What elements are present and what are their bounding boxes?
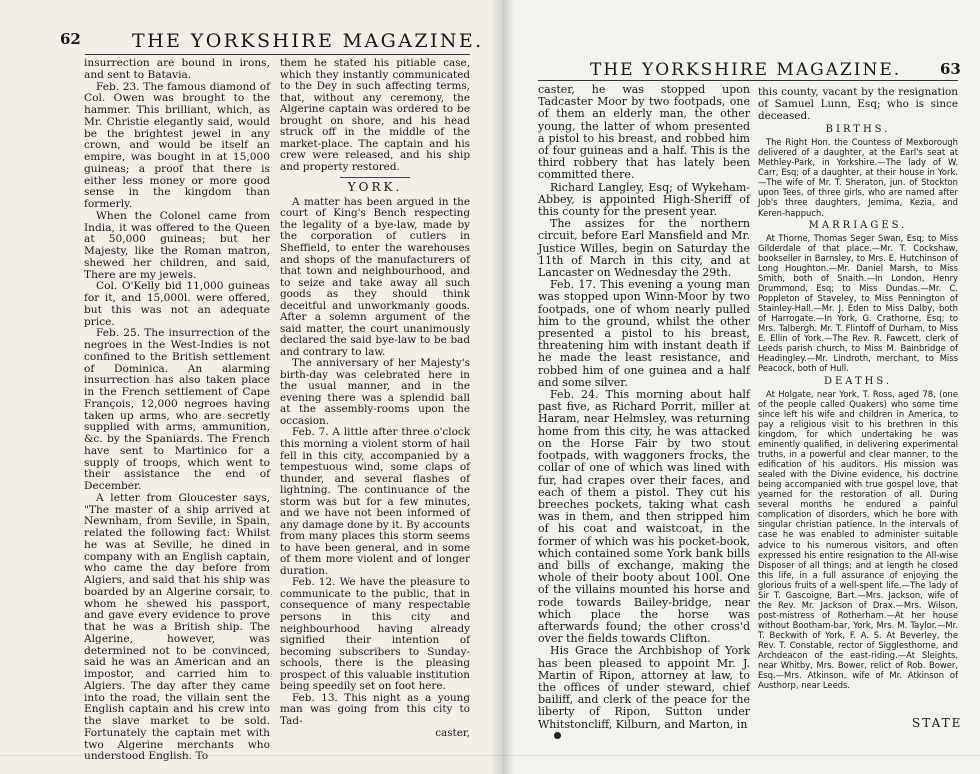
left-column-2 xyxy=(280,58,470,740)
catchword: caster, xyxy=(435,727,470,740)
section-rule xyxy=(340,177,410,178)
paragraph: His Grace the Archbishop of York has been pleased to appoint Mr. J. Martin of Ripon, attorney at law, to the offices of under steward, chief bailiff, and clerk of the peace for the liberty of Ripon, Sutton under Whitstoncliff, Kilburn, and Marton, in xyxy=(538,644,750,731)
right-column-2 xyxy=(758,86,958,690)
paragraph: Feb. 12. We have the pleasure to communicate to the public, that in consequence of many respectable persons in this city and neighbourhood having already signified their intention of becoming subscribers to Sunday-schools, there is the pleasing prospect of this valuable institution being speedily set on foot here. xyxy=(280,576,470,693)
paragraph: When the Colonel came from India, it was offered to the Queen at 50,000 guineas; but her Majesty, like the Roman matron, shewed her children, and said, There are my jewels. xyxy=(84,209,270,281)
right-column-1 xyxy=(538,84,750,731)
section-heading-york: YORK. xyxy=(347,180,403,195)
paragraph: them he stated his pitiable case, which they instantly communicated to the Dey in such affecting terms, that, without any ceremony, the Algerine captain was ordered to be brought on shore, and his head struck off in the middle of the market-place. The captain and his crew were released, and his ship and property restored. xyxy=(280,57,470,173)
ink-speck xyxy=(554,732,561,739)
marriages-text: At Thorne, Thomas Seger Swan, Esq; to Miss Gilderdale of that place.—Mr. T. Cockshaw, bookseller in Barnsley, to Mrs. E. Hutchinson of Long Houghton.—Mr. Daniel Marsh, to Miss Smith, both of Snaith.—In London, Henry Drummond, Esq; to Miss Dundas.—Mr. C. Poppleton of Staveley, to Miss Pennington of Stainley-Hall.—Mr. J. Eden to Miss Dalby, both of Harrogate.—In York, G. Crathorne, Esq; to Mrs. Talbergh. Mr. T. Flintoff of Durham, to Miss E. Ellin of York.—The Rev. R. Fawcett, clerk of Leeds parish church, to Miss M. Bainbridge of Headingley.—Mr. Lindroth, merchant, to Miss Peacock, both of Hull. xyxy=(758,232,958,374)
page-number: 63 xyxy=(940,60,961,78)
births-text: The Right Hon. the Countess of Mexborough delivered of a daughter, at the Earl's seat at Methley-Park, in Yorkshire.—The lady of W. Carr, Esq; of a daughter, at their house in York.—The wife of Mr. T. Sheraton, jun. of Stockton upon Tees, of three girls, who are named after Job's three daughters, Jemima, Kezia, and Keren-happuch. xyxy=(758,137,958,218)
paragraph: this county, vacant by the resignation of Samuel Lunn, Esq; who is since deceased. xyxy=(758,86,958,122)
running-head: THE YORKSHIRE MAGAZINE. xyxy=(132,30,484,52)
paragraph: insurrection are bound in irons, and sent to Batavia. xyxy=(84,57,270,81)
paragraph: Feb. 23. The famous diamond of Col. Owen was brought to the hammer. This brilliant, which, as Mr. Christie elegantly said, would be the brightest jewel in any crown, and would be itself an empire, was bought in at 15,000 guineas; a proof that there is either less money or more good sense in the kingdom than formerly. xyxy=(84,80,270,210)
paragraph: Feb. 24. This morning about half past five, as Richard Porrit, miller at Haram, near Helmsley, was returning home from this city, he was attacked on the Horse Fair by two stout footpads, with waggoners frocks, the collar of one of which was lined with fur, had crapes over their faces, and each of them a pistol. They cut his breeches pockets, taking what cash was in them, and then stripped him of his coat and waistcoat, in the former of which was his pocket-book, which contained some York bank bills and bills of exchange, making the whole of their booty about 100l. One of the villains mounted his horse and rode towards Bailey-bridge, near which place the horse was afterwards found; the other cross'd over the fields towards Clifton. xyxy=(538,388,750,646)
paragraph: A matter has been argued in the court of King's Bench respecting the legality of a bye-law, made by the corporation of cutlers in Sheffield, to enter the warehouses and shops of the manufacturers of that town and neighbourhood, and to seize and take away all such goods as they should think deceitful and unworkmanly goods. After a solemn argument of the said matter, the court unanimously declared the said bye-law to be bad and contrary to law. xyxy=(280,195,470,358)
scan-line xyxy=(0,755,980,756)
paragraph: Feb. 13. This night as a young man was going from this city to Tad- xyxy=(280,691,470,727)
paragraph: Feb. 7. A little after three o'clock this morning a violent storm of hail fell in this city, accompanied by a tempestuous wind, some claps of thunder, and several flashes of lightning. The continuance of the storm was but for a few minutes, and we have not been informed of any damage done by it. By accounts from many places this storm seems to have been general, and in some of them more violent and of longer duration. xyxy=(280,426,470,577)
paragraph: Feb. 17. This evening a young man was stopped upon Winn-Moor by two footpads, one of whom nearly pulled him to the ground, whilst the other presented a pistol to his breast, threatening him with instant death if he made the least resistance, and robbed him of one guinea and a half and some silver. xyxy=(538,278,750,389)
running-head: THE YORKSHIRE MAGAZINE. xyxy=(590,60,902,80)
paragraph: The assizes for the northern circuit, before Earl Mansfield and Mr. Justice Willes, begin on Saturday the 11th of March in this city, and at Lancaster on Wednesday the 29th. xyxy=(538,217,750,280)
paragraph: Col. O'Kelly bid 11,000 guineas for it, and 15,000l. were offered, but this was not an adequate price. xyxy=(84,280,270,328)
head-rule xyxy=(538,80,958,81)
paragraph: caster, he was stopped upon Tadcaster Moor by two footpads, one of them an elderly man, the other young, the latter of whom presented a pistol to his breast, and robbed him of four guineas and a half. This is the third robbery that has lately been committed there. xyxy=(538,83,750,182)
section-heading-marriages: MARRIAGES. xyxy=(808,219,908,231)
catchword: STATE xyxy=(912,716,963,730)
section-heading-deaths: DEATHS. xyxy=(823,375,893,387)
paragraph: A letter from Gloucester says, "The master of a ship arrived at Newnham, from Seville, in Spain, related the following fact: Whilst he was at Seville, he dined in company with an English captain, who came the day before from Algiers, and said that his ship was boarded by an Algerine corsair, to whom he shewed his passport, and gave every evidence to prove that he was a British ship. The Algerine, however, was determined not to be convinced, said he was an American and an impostor, and carried him to Algiers. The day after they came into the road, the villain sent the English captain and his crew into the slave market to be sold. Fortunately the captain met with two Algerine merchants who understood English. To xyxy=(84,491,270,763)
paragraph: Richard Langley, Esq; of Wykeham-Abbey, is appointed High-Sheriff of this county for the present year. xyxy=(538,180,750,219)
page-number: 62 xyxy=(60,30,81,48)
left-column-1 xyxy=(84,58,270,763)
right-page xyxy=(500,0,980,774)
section-heading-births: BIRTHS. xyxy=(825,124,891,135)
paragraph: The anniversary of her Majesty's birth-day was celebrated here in the usual manner, and in the evening there was a splendid ball at the assembly-rooms upon the occasion. xyxy=(280,357,470,427)
head-rule xyxy=(85,54,470,55)
deaths-text: At Holgate, near York, T. Ross, aged 78, (one of the people called Quakers) who some time since left his wife and children in America, to pay a religious visit to his brethren in this kingdom, for which undertaking he was eminently qualified, in delivering experimental truths, in a powerful and clear manner, to the edification of his auditors. His mission was sealed with the Divine evidence, his doctrine being accompanied with true gospel love, that yearned for the restoration of all. During several months he endured a painful complication of disorders, which he bore with singular christian patience. In the intervals of case he was enabled to administer suitable advice to his numerous visitors, and often expressed his entire resignation to the All-wise Disposer of all things; and at length he closed this life, in a full assurance of enjoying the glorious fruits of a well-spent life.—The lady of Sir T. Gascoigne, Bart.—Mrs. Jackson, wife of the Rev. Mr. Jackson of Drax.—Mrs. Wilson, post-mistress of Rotherham.—At her house without Bootham-bar, York, Mrs. M. Taylor.—Mr. T. Beckwith of York, F. A. S. At Beverley, the Rev. T. Constable, rector of Sigglesthorne, and Archdeacon of the east-riding.—At Sleights, near Whitby, Mrs. Bower, relict of Rob. Bower, Esq.—Mrs. Atkinson, wife of Mr. Atkinson of Austhorp, near Leeds. xyxy=(758,388,958,691)
paragraph: Feb. 25. The insurrection of the negroes in the West-Indies is not confined to the British settlement of Dominica. An alarming insurrection has also taken place in the French settlement of Cape François, 12,000 negroes having taken up arms, who are secretly supplied with arms, ammunition, &c. by the Spaniards. The French have sent to Martinico for a supply of troops, which went to their assistance the end of December. xyxy=(84,327,270,492)
